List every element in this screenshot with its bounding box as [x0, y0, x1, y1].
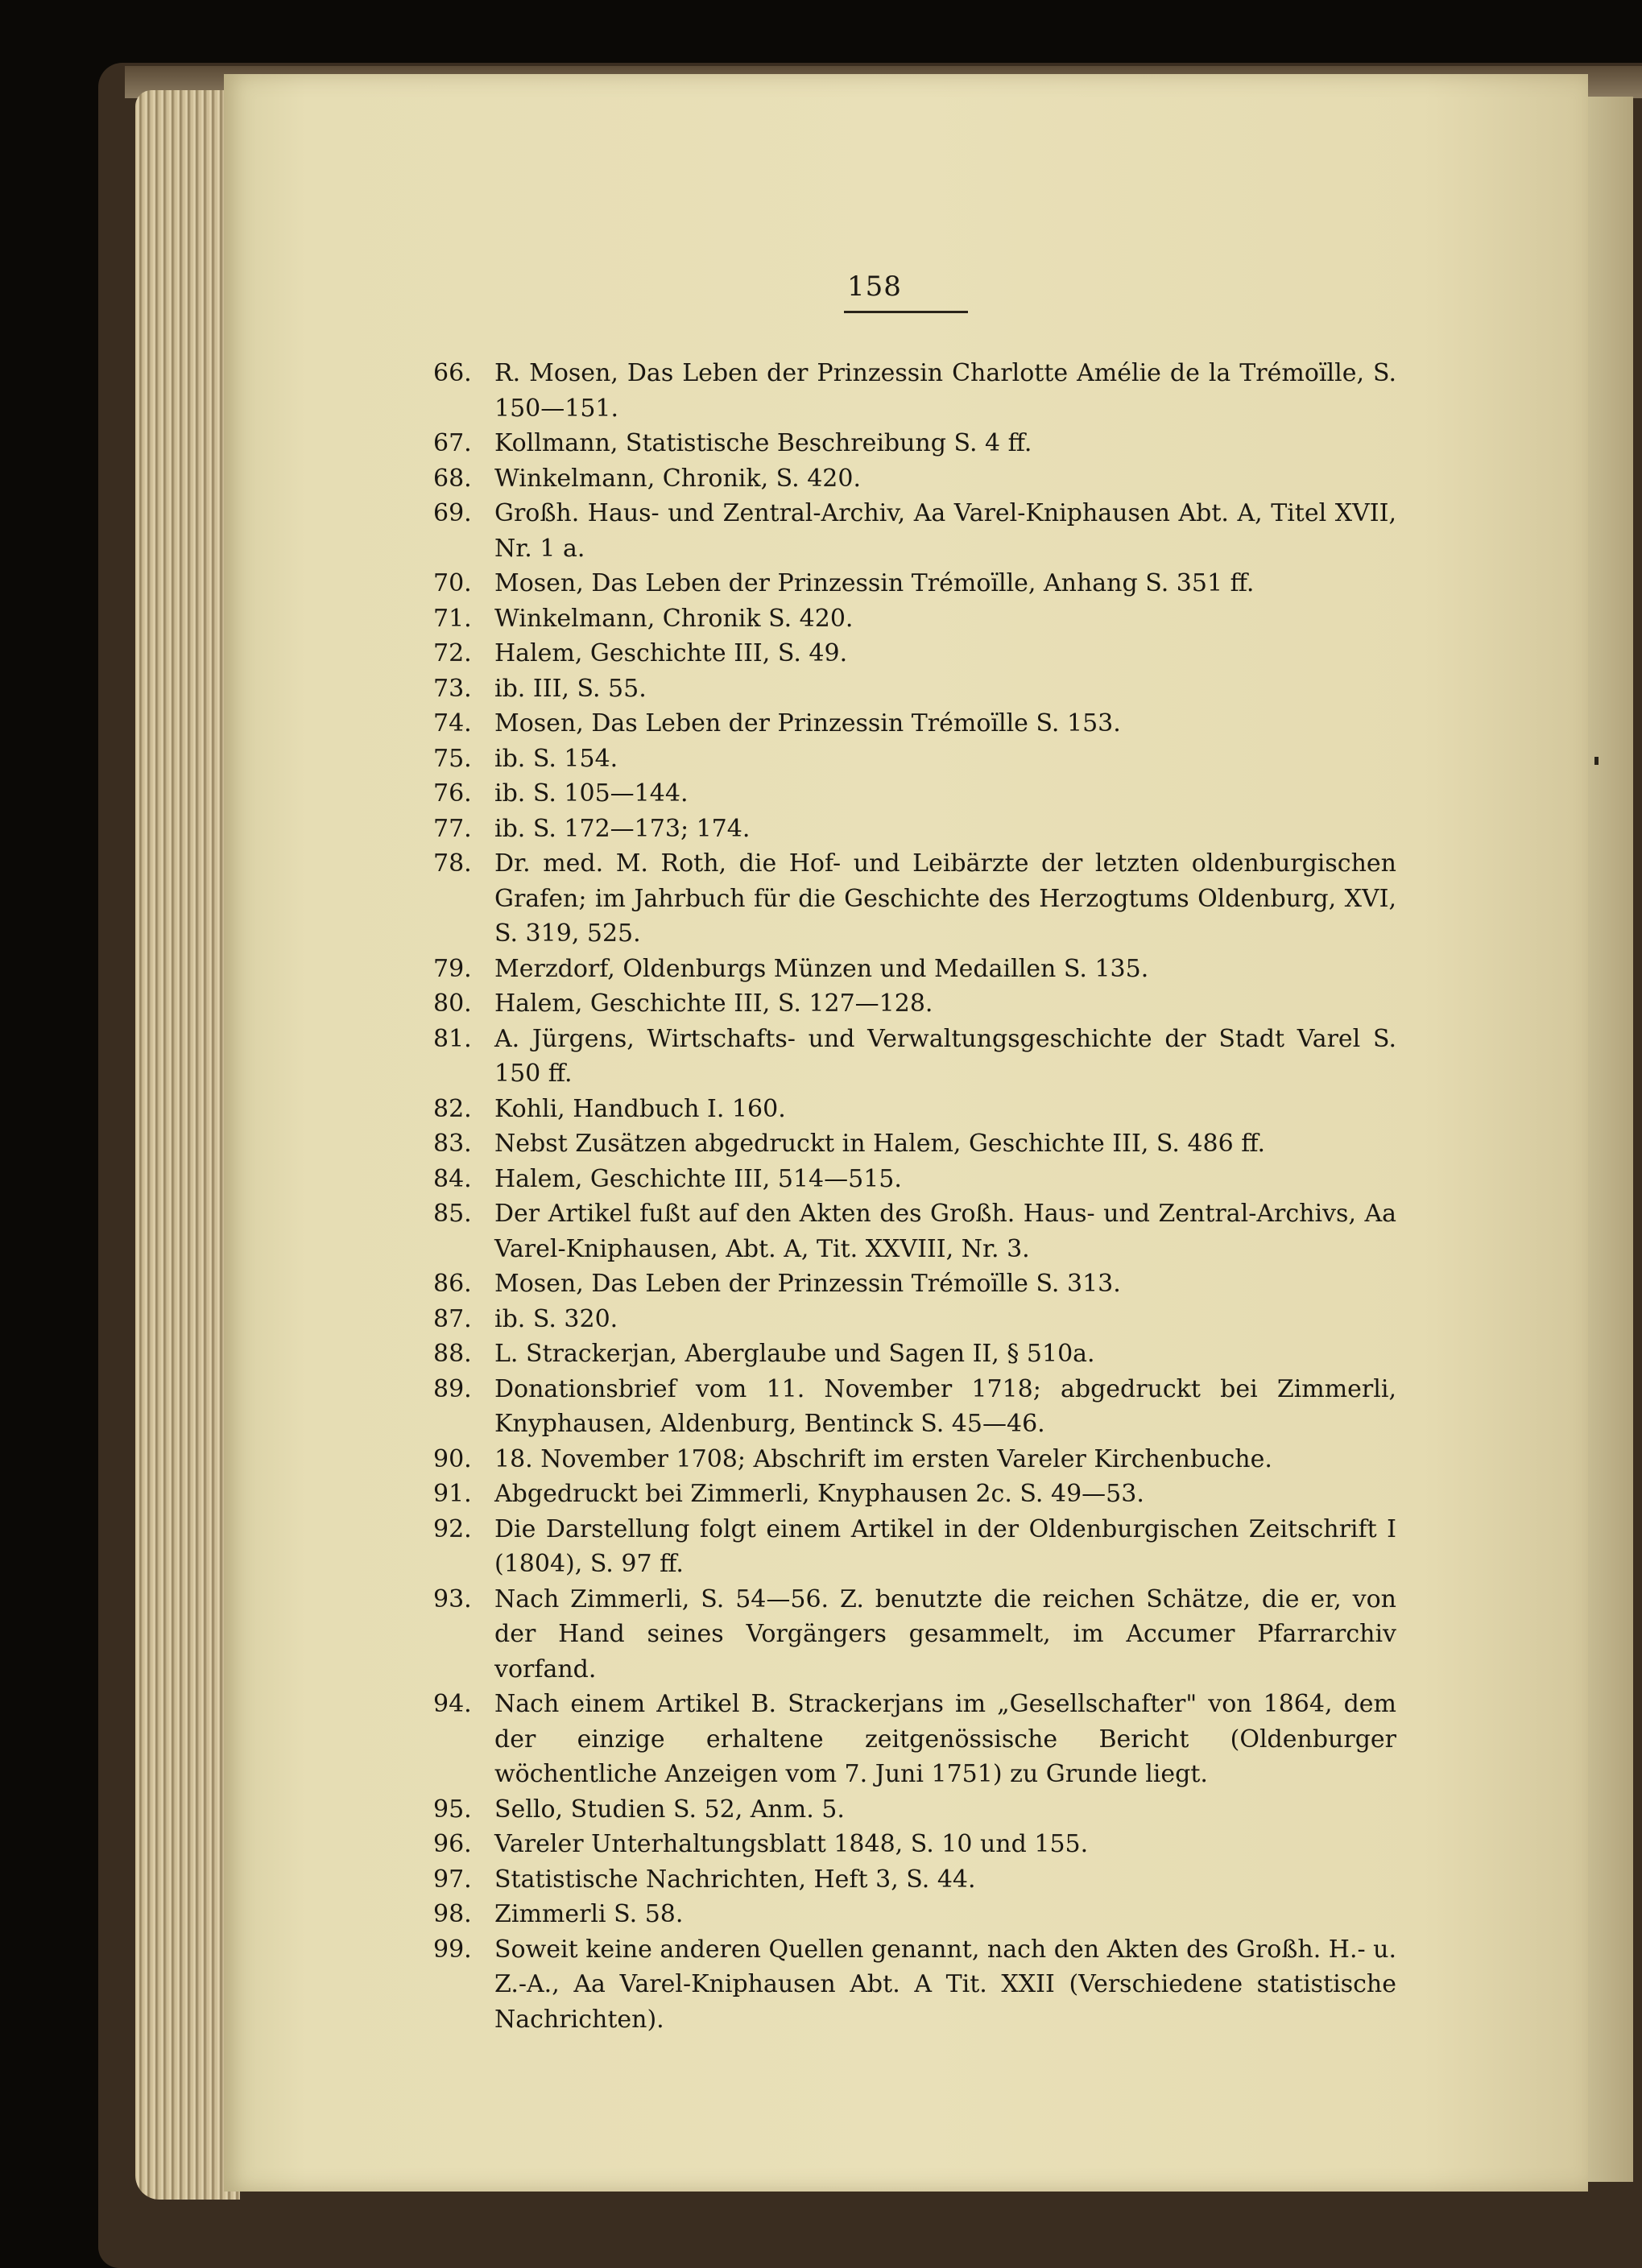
- endnote-number: 98.: [433, 1900, 472, 1928]
- endnote-item: [433, 952, 1396, 987]
- endnote-item: [433, 1196, 1396, 1266]
- endnote-number: 82.: [433, 1094, 472, 1123]
- endnote-item: [433, 1022, 1396, 1092]
- endnote-number: 80.: [433, 989, 472, 1018]
- endnote-number: 99.: [433, 1935, 472, 1964]
- endnote-text: Dr. med. M. Roth, die Hof- und Leibärzte der letzten oldenburgischen Grafen; im Jahrbuch für die Geschichte des Herzogtums Oldenburg, XVI, S. 319, 525.: [494, 849, 1396, 948]
- endnote-number: 74.: [433, 709, 472, 737]
- endnote-number: 87.: [433, 1304, 472, 1333]
- endnote-item: [433, 496, 1396, 566]
- endnote-item: [433, 776, 1396, 812]
- endnote-text: Winkelmann, Chronik, S. 420.: [494, 464, 861, 493]
- endnote-text: L. Strackerjan, Aberglaube und Sagen II, § 510a.: [494, 1340, 1095, 1368]
- endnote-number: 75.: [433, 744, 472, 773]
- endnote-number: 71.: [433, 604, 472, 633]
- endnote-item: [433, 1512, 1396, 1582]
- endnote-number: 86.: [433, 1270, 472, 1298]
- endnote-number: 95.: [433, 1795, 472, 1824]
- endnote-item: [433, 1126, 1396, 1162]
- endnote-text: Mosen, Das Leben der Prinzessin Trémoïlle S. 153.: [494, 709, 1121, 737]
- endnote-text: Mosen, Das Leben der Prinzessin Trémoïlle, Anhang S. 351 ff.: [494, 569, 1255, 597]
- endnote-text: Kollmann, Statistische Beschreibung S. 4 ff.: [494, 429, 1032, 457]
- endnote-number: 97.: [433, 1865, 472, 1894]
- endnote-number: 85.: [433, 1200, 472, 1228]
- endnote-number: 73.: [433, 674, 472, 703]
- endnote-text: Abgedruckt bei Zimmerli, Knyphausen 2c. S. 49—53.: [494, 1480, 1144, 1508]
- endnote-text: Sello, Studien S. 52, Anm. 5.: [494, 1795, 845, 1824]
- endnote-item: [433, 1266, 1396, 1302]
- endnote-item: [433, 742, 1396, 777]
- endnote-item: [433, 426, 1396, 461]
- endnote-number: 67.: [433, 429, 472, 457]
- endnote-item: [433, 1827, 1396, 1862]
- endnote-item: [433, 706, 1396, 742]
- endnote-text: Die Darstellung folgt einem Artikel in der Oldenburgischen Zeitschrift I (1804), S. 97 ff.: [494, 1514, 1396, 1578]
- endnote-item: [433, 671, 1396, 707]
- endnote-number: 72.: [433, 639, 472, 667]
- endnote-number: 88.: [433, 1340, 472, 1368]
- endnote-number: 77.: [433, 814, 472, 843]
- endnote-item: [433, 1862, 1396, 1898]
- endnote-number: 78.: [433, 849, 472, 878]
- page-number-rule: [844, 311, 968, 313]
- endnote-text: Der Artikel fußt auf den Akten des Großh. Haus- und Zentral-Archivs, Aa Varel-Kniphausen, Abt. A, Tit. XXVIII, Nr. 3.: [494, 1200, 1396, 1263]
- endnote-item: [433, 566, 1396, 601]
- endnote-item: [433, 356, 1396, 426]
- endnote-item: [433, 1336, 1396, 1372]
- endnote-item: [433, 1932, 1396, 2038]
- endnote-text: Kohli, Handbuch I. 160.: [494, 1094, 786, 1123]
- endnotes-list: [433, 356, 1396, 2037]
- endnote-number: 81.: [433, 1024, 472, 1053]
- endnote-item: [433, 1687, 1396, 1792]
- endnote-text: Donationsbrief vom 11. November 1718; abgedruckt bei Zimmerli, Knyphausen, Aldenburg, Bentinck S. 45—46.: [494, 1374, 1396, 1438]
- endnote-text: Großh. Haus- und Zentral-Archiv, Aa Varel-Kniphausen Abt. A, Titel XVII, Nr. 1 a.: [494, 499, 1396, 563]
- endnote-number: 68.: [433, 464, 472, 493]
- endnote-item: [433, 846, 1396, 952]
- endnote-item: [433, 1897, 1396, 1932]
- endnote-text: Halem, Geschichte III, S. 49.: [494, 639, 848, 667]
- endnote-text: Nebst Zusätzen abgedruckt in Halem, Geschichte III, S. 486 ff.: [494, 1130, 1266, 1158]
- endnote-number: 76.: [433, 779, 472, 808]
- endnote-text: Halem, Geschichte III, S. 127—128.: [494, 989, 933, 1018]
- endnote-item: [433, 986, 1396, 1022]
- endnote-item: [433, 1582, 1396, 1688]
- endnote-text: ib. S. 320.: [494, 1304, 618, 1333]
- endnote-text: Statistische Nachrichten, Heft 3, S. 44.: [494, 1865, 976, 1894]
- facing-page-edge: [1585, 97, 1633, 2182]
- endnote-text: Zimmerli S. 58.: [494, 1900, 684, 1928]
- endnote-text: A. Jürgens, Wirtschafts- und Verwaltungsgeschichte der Stadt Varel S. 150 ff.: [494, 1024, 1396, 1088]
- endnote-item: [433, 1302, 1396, 1337]
- endnote-text: R. Mosen, Das Leben der Prinzessin Charlotte Amélie de la Trémoïlle, S. 150—151.: [494, 359, 1396, 423]
- endnote-text: Soweit keine anderen Quellen genannt, nach den Akten des Großh. H.- u. Z.-A., Aa Varel-Kniphausen Abt. A Tit. XXII (Verschiedene statistische Nachrichten).: [494, 1935, 1397, 2034]
- endnote-number: 94.: [433, 1690, 472, 1718]
- endnote-number: 79.: [433, 954, 472, 983]
- endnote-number: 70.: [433, 569, 472, 597]
- endnote-number: 69.: [433, 499, 472, 527]
- endnote-item: [433, 636, 1396, 671]
- endnote-item: [433, 1092, 1396, 1127]
- endnote-item: [433, 601, 1396, 637]
- endnote-item: [433, 1792, 1396, 1828]
- endnote-item: [433, 812, 1396, 847]
- endnote-number: 89.: [433, 1374, 472, 1403]
- endnote-number: 90.: [433, 1444, 472, 1473]
- endnote-text: Winkelmann, Chronik S. 420.: [494, 604, 854, 633]
- endnote-number: 96.: [433, 1830, 472, 1858]
- endnote-text: Vareler Unterhaltungsblatt 1848, S. 10 und 155.: [494, 1830, 1089, 1858]
- endnote-text: Nach einem Artikel B. Strackerjans im „Gesellschafter" von 1864, dem der einzige erhaltene zeitgenössische Bericht (Oldenburger wöchentliche Anzeigen vom 7. Juni 1751) zu Grunde liegt.: [494, 1690, 1396, 1788]
- endnote-text: 18. November 1708; Abschrift im ersten Vareler Kirchenbuche.: [494, 1444, 1272, 1473]
- endnote-item: [433, 1162, 1396, 1197]
- endnote-number: 92.: [433, 1514, 472, 1543]
- endnote-number: 91.: [433, 1480, 472, 1508]
- margin-speck: [1594, 757, 1599, 765]
- endnote-item: [433, 1477, 1396, 1512]
- page-number: 158: [847, 271, 902, 303]
- endnote-text: ib. S. 105—144.: [494, 779, 689, 808]
- endnote-text: Nach Zimmerli, S. 54—56. Z. benutzte die reichen Schätze, die er, von der Hand seines Vorgängers gesammelt, im Accumer Pfarrarchiv vorfand.: [494, 1584, 1396, 1683]
- endnote-text: Mosen, Das Leben der Prinzessin Trémoïlle S. 313.: [494, 1270, 1121, 1298]
- endnote-number: 84.: [433, 1164, 472, 1193]
- endnote-item: [433, 461, 1396, 497]
- endnote-item: [433, 1442, 1396, 1477]
- endnote-number: 66.: [433, 359, 472, 387]
- endnote-number: 93.: [433, 1584, 472, 1613]
- endnote-text: ib. S. 172—173; 174.: [494, 814, 751, 843]
- endnote-text: ib. III, S. 55.: [494, 674, 647, 703]
- endnote-text: Merzdorf, Oldenburgs Münzen und Medaillen S. 135.: [494, 954, 1149, 983]
- endnote-item: [433, 1372, 1396, 1442]
- endnote-text: ib. S. 154.: [494, 744, 618, 773]
- endnote-text: Halem, Geschichte III, 514—515.: [494, 1164, 902, 1193]
- endnote-number: 83.: [433, 1130, 472, 1158]
